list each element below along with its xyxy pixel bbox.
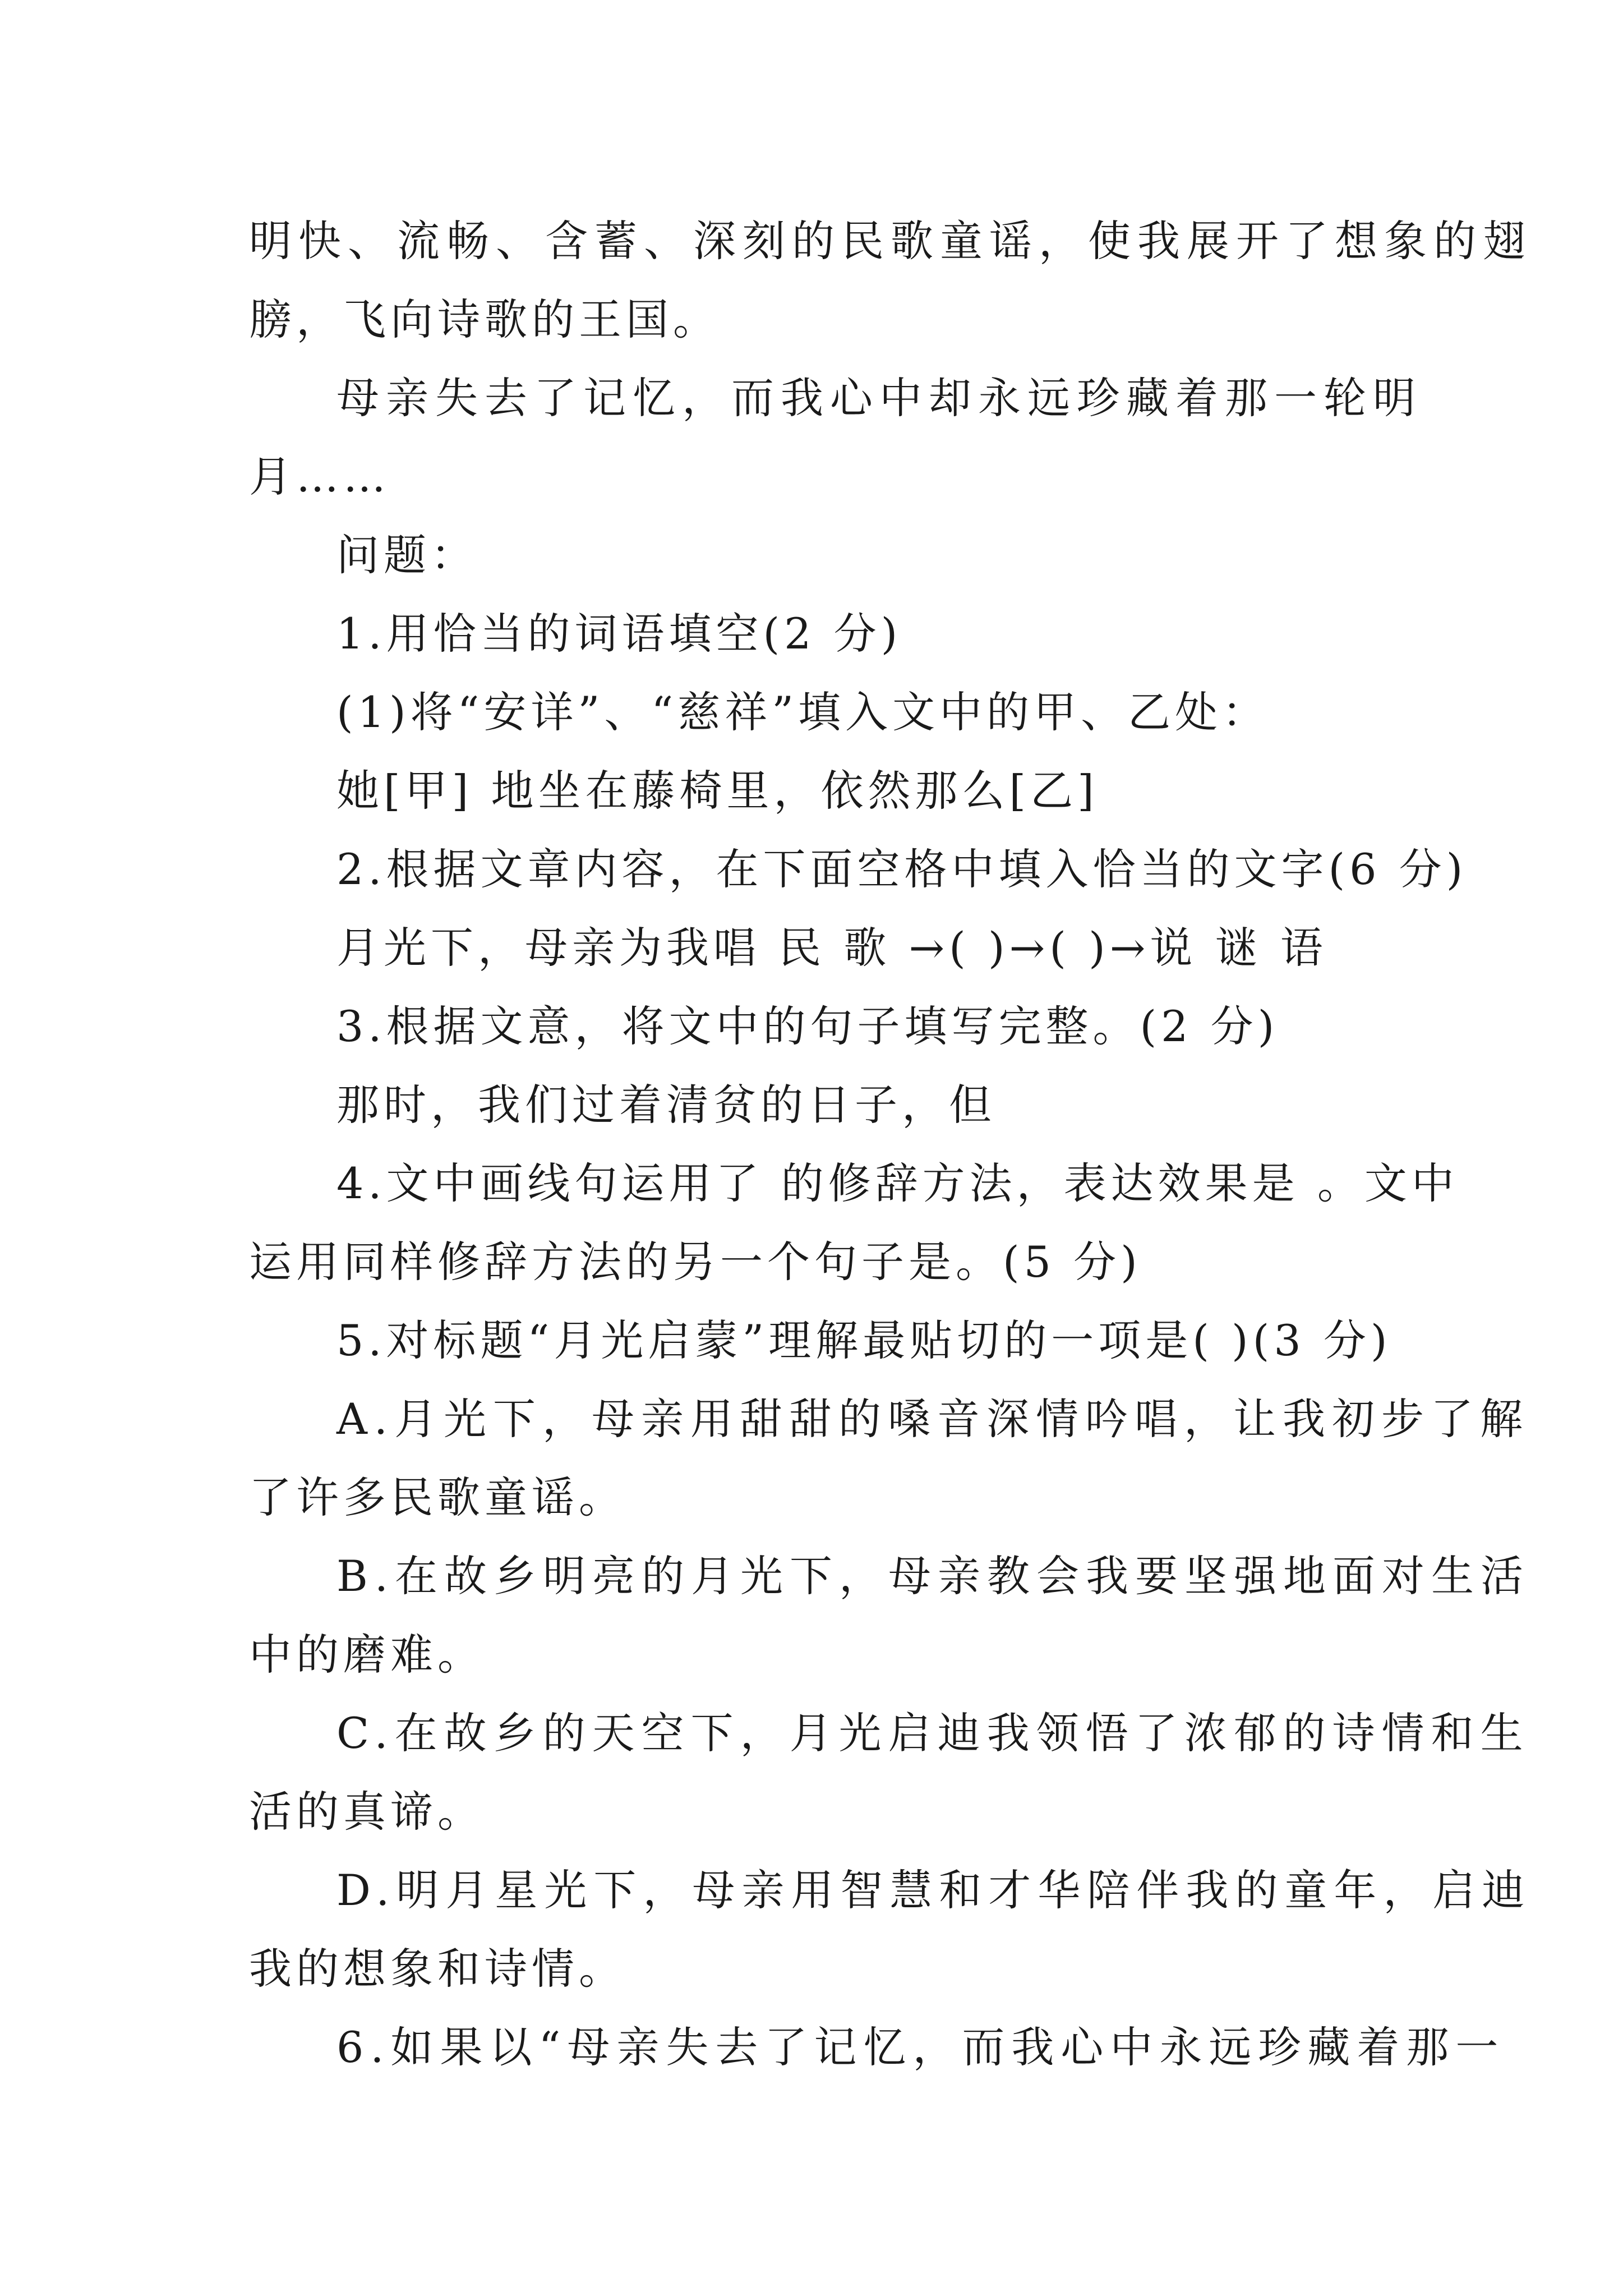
- question-1-sentence: 她[甲] 地坐在藤椅里，依然那么[乙]: [336, 766, 1099, 816]
- text-line: 明快、流畅、含蓄、深刻的民歌童谣，使我展开了想象的翅: [249, 216, 1532, 266]
- option-c-continued: 活的真谛。: [249, 1787, 485, 1837]
- text-line: 月……: [249, 452, 390, 501]
- question-3-sentence: 那时，我们过着清贫的日子，但: [336, 1080, 996, 1130]
- text-line: 母亲失去了记忆，而我心中却永远珍藏着那一轮明: [336, 373, 1422, 423]
- option-b: B.在故乡明亮的月光下，母亲教会我要坚强地面对生活: [336, 1551, 1530, 1601]
- question-1-part-1: (1)将“安详”、“慈祥”填入文中的甲、乙处：: [336, 687, 1270, 737]
- question-4: 4.文中画线句运用了 的修辞方法，表达效果是 。文中: [336, 1158, 1459, 1208]
- text-line: 膀，飞向诗歌的王国。: [249, 295, 720, 344]
- question-2: 2.根据文章内容，在下面空格中填入恰当的文字(6 分): [336, 844, 1468, 894]
- option-c: C.在故乡的天空下，月光启迪我领悟了浓郁的诗情和生: [336, 1708, 1530, 1758]
- question-3: 3.根据文意，将文中的句子填写完整。(2 分): [336, 1001, 1279, 1051]
- option-d-continued: 我的想象和诗情。: [249, 1944, 626, 1994]
- option-a-continued: 了许多民歌童谣。: [249, 1473, 626, 1522]
- question-5: 5.对标题“月光启蒙”理解最贴切的一项是( )(3 分): [336, 1315, 1392, 1365]
- question-4-continued: 运用同样修辞方法的另一个句子是。(5 分): [249, 1237, 1142, 1287]
- option-a: A.月光下，母亲用甜甜的嗓音深情吟唱，让我初步了解: [336, 1394, 1530, 1444]
- option-b-continued: 中的磨难。: [249, 1630, 485, 1680]
- question-1: 1.用恰当的词语填空(2 分): [336, 609, 902, 659]
- option-d: D.明月星光下，母亲用智慧和才华陪伴我的童年，启迪: [336, 1865, 1532, 1915]
- question-6: 6.如果以“母亲失去了记忆，而我心中永远珍藏着那一: [336, 2022, 1505, 2072]
- question-heading: 问题：: [336, 530, 478, 580]
- question-2-sequence: 月光下，母亲为我唱 民 歌 →( )→( )→说 谜 语: [336, 923, 1327, 973]
